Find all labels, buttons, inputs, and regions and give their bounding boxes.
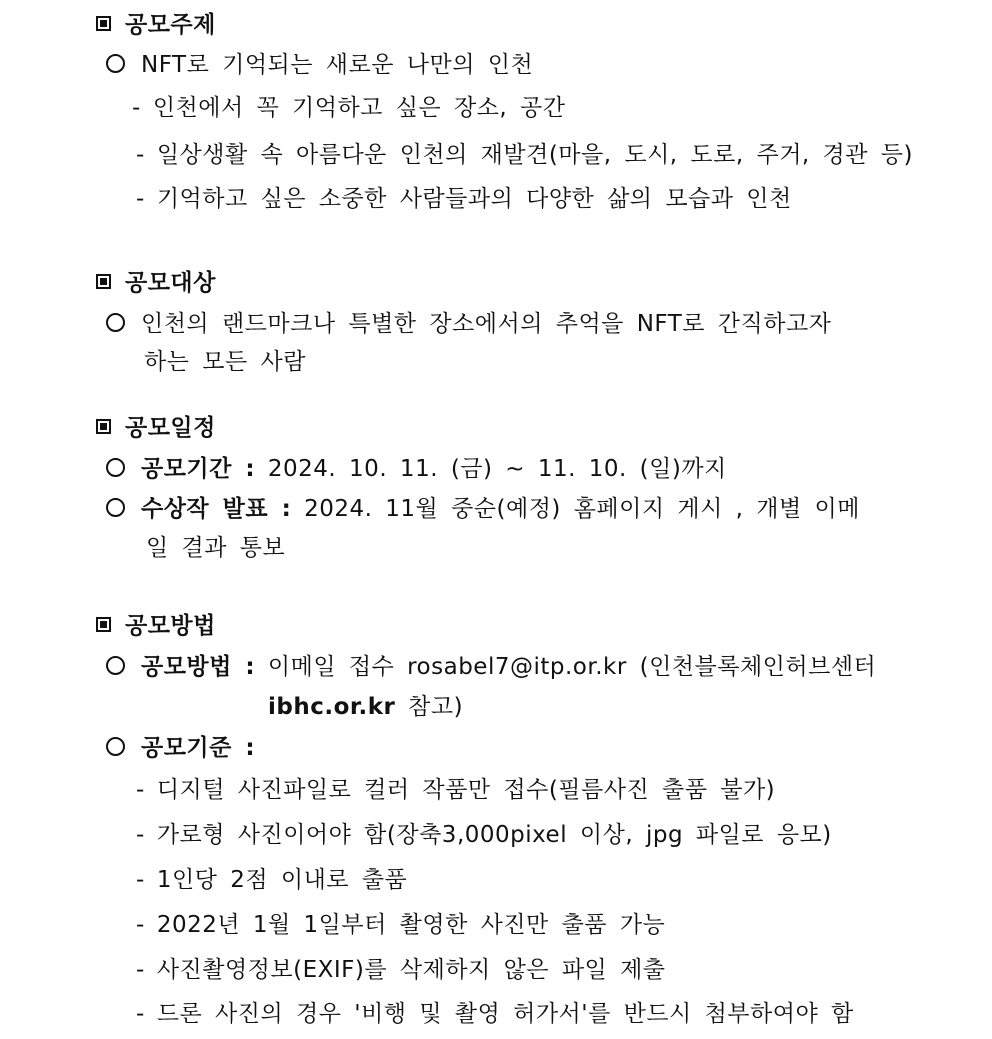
section-heading-theme [96, 10, 216, 40]
section-marker-icon [96, 16, 111, 31]
section-heading-method [96, 611, 216, 641]
item-text: 기억하고 싶은 소중한 사람들과의 다양한 삶의 모습과 인천 [156, 186, 792, 212]
dash-bullet-icon: - [136, 867, 145, 893]
section-marker-icon [96, 274, 111, 289]
section-title: 공모주제 [125, 12, 216, 38]
circle-bullet-icon [106, 737, 125, 756]
item-text: 참고) [408, 694, 464, 720]
dash-bullet-icon: - [136, 186, 145, 212]
list-item-continuation [268, 692, 463, 722]
list-item [132, 93, 565, 123]
dash-bullet-icon: - [136, 1001, 145, 1027]
section-title: 공모일정 [125, 415, 216, 441]
dash-bullet-icon: - [136, 822, 145, 848]
list-item [106, 309, 831, 339]
section-marker-icon [96, 419, 111, 434]
list-item [136, 820, 832, 850]
section-title: 공모방법 [125, 613, 216, 639]
list-item [136, 955, 666, 985]
dash-bullet-icon: - [136, 957, 145, 983]
item-text: 드론 사진의 경우 '비행 및 촬영 허가서'를 반드시 첨부하여야 함 [156, 1001, 854, 1027]
item-text: 2024. 11월 중순(예정) 홈페이지 게시 , 개별 이메 [304, 496, 860, 522]
item-text: 2024. 10. 11. (금) ~ 11. 10. (일)까지 [267, 456, 727, 482]
item-label: 수상작 발표 : [141, 496, 292, 522]
item-text: 인천에서 꼭 기억하고 싶은 장소, 공간 [152, 95, 566, 121]
item-label: 공모방법 : [141, 654, 256, 680]
list-item [106, 454, 727, 484]
list-item [106, 50, 533, 80]
item-text: 사진촬영정보(EXIF)를 삭제하지 않은 파일 제출 [156, 957, 666, 983]
item-text: 디지털 사진파일로 컬러 작품만 접수(필름사진 출품 불가) [156, 777, 776, 803]
list-item [136, 140, 913, 170]
list-item-continuation [146, 533, 285, 563]
item-text: 일 결과 통보 [146, 535, 286, 561]
circle-bullet-icon [106, 656, 125, 675]
circle-bullet-icon [106, 54, 125, 73]
circle-bullet-icon [106, 498, 125, 517]
section-heading-schedule [96, 413, 216, 443]
list-item-continuation [144, 347, 306, 377]
item-text: NFT로 기억되는 새로운 나만의 인천 [141, 52, 534, 78]
list-item [136, 775, 775, 805]
section-marker-icon [96, 617, 111, 632]
dash-bullet-icon: - [136, 912, 145, 938]
item-text: 일상생활 속 아름다운 인천의 재발견(마을, 도시, 도로, 주거, 경관 등) [156, 142, 913, 168]
list-item [136, 999, 854, 1029]
list-item [106, 494, 860, 524]
circle-bullet-icon [106, 313, 125, 332]
item-text: 인천의 랜드마크나 특별한 장소에서의 추억을 NFT로 간직하고자 [141, 311, 832, 337]
list-item [136, 910, 665, 940]
website-text: ibhc.or.kr [268, 694, 396, 720]
item-label: 공모기간 : [141, 456, 256, 482]
item-label: 공모기준 : [141, 735, 256, 761]
section-title: 공모대상 [125, 270, 216, 296]
list-item [106, 652, 876, 682]
dash-bullet-icon: - [132, 95, 141, 121]
item-text: 가로형 사진이어야 함(장축3,000pixel 이상, jpg 파일로 응모) [156, 822, 832, 848]
item-text: 하는 모든 사람 [144, 349, 306, 375]
section-heading-target [96, 268, 216, 298]
circle-bullet-icon [106, 458, 125, 477]
list-item [106, 733, 255, 763]
dash-bullet-icon: - [136, 142, 145, 168]
item-text: 1인당 2점 이내로 출품 [156, 867, 408, 893]
dash-bullet-icon: - [136, 777, 145, 803]
list-item [136, 184, 792, 214]
item-text: 이메일 접수 rosabel7@itp.or.kr (인천블록체인허브센터 [267, 654, 877, 680]
list-item [136, 865, 407, 895]
item-text: 2022년 1월 1일부터 촬영한 사진만 출품 가능 [156, 912, 666, 938]
